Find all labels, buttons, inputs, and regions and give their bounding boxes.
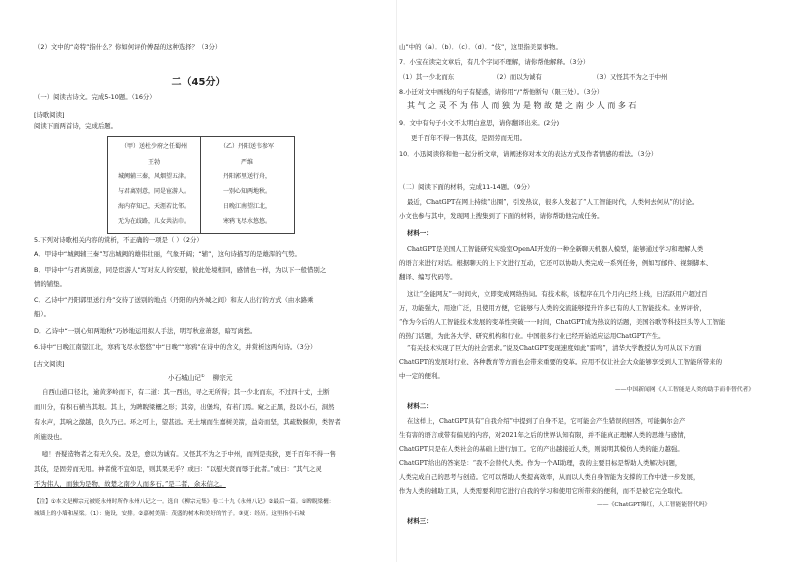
q-continuation: 山”中的（a）．（b）．（c）．（d）．“伎”，这里指美景事物。 [399,43,562,51]
note-line: 城墙上的小墙和屋梁。（1）：施设，安排。②嘉树美箭：茂盛的树木和美好的竹子。③更：经历。这里指小石城 [34,511,305,517]
prose-author: 柳宗元 [212,374,233,383]
prose-line: 所施设也。 [34,433,66,441]
material-2-line: ChatGPT给出的答案是：“我不会替代人类。作为一个AI助理，我的主要目标是帮助人类解决问题， [399,459,682,467]
material-2-line: 生有害的语言或带有偏见的内容，对2021年之后的世界认知有限，并不能真正理解人类的思维与感情， [399,431,691,439]
poem-b-title: （乙）丹阳送韦参军 [219,143,274,150]
question-6: 6.诗中“日晚江南望江北，寒鸦飞尽水悠悠”中“日晚”“寒鸦”在诗中的含义，并赏析这两句诗。（3分） [34,343,317,351]
poem-b-line: 丹阳郭里送行舟， [222,173,271,180]
poem-a-author: 王勃 [147,159,160,166]
material-2-line: 人类完成自己的思考与创造。它可以帮助人类提高效率，从而以人类自身智能为支撑的工作中进一步发展， [399,473,700,481]
q5-option-c: C．乙诗中“丹阳郭里送行舟”交待了送别的地点（丹阳的内外城之间）和友人出行的方式（由水路乘 [34,296,314,304]
intro-line: 小文也参与其中，发现网上搜集到了下面的材料，请你帮助他完成任务。 [399,212,604,220]
poem-a-line: 无为在歧路，儿女共沾巾。 [117,218,190,225]
prose-line: 自西山道口径北，逾黄茅岭而下，有二道：其一西出，寻之无所得；其一少北而东，不过四十丈，土断 [42,388,330,396]
material-1-source: ——中国新闻网《人工智能是人类的助手而非替代者》 [615,387,755,393]
q5-option-b-cont: 情的铺垫。 [34,280,66,288]
q5-option-d: D．乙诗中“一别心知两地秋”巧妙地运用拟人手法，明写秋意萧瑟，暗写离愁。 [34,327,257,335]
q5-option-b: B．甲诗中“与君离别意，同是宦游人”写对友人的安慰，彼此处境相同，感情也一样，为以下一般惜别之 [34,266,327,274]
right-column [397,0,794,562]
prose-title: 小石城山记 [168,374,201,383]
material-1-line: ChatGPT的发展对行业、各种教育等方面也会带来重要的变革。应用不仅让社会大众能够享受到人工智能所带来的 [399,358,723,366]
prose-line: 有水声，其响之激越，良久乃已。环之可上，望甚远。无土壤而生嘉树美箭，益奇而坚，其疏数偃仰，类智者 [34,418,341,426]
material-1-line: “有关技术实现了巨大的社会需求。”说及ChatGPT变现速度如此“雷鸣”，清华大学教授认为可从以下方面 [407,344,702,352]
poem-a-line: 与君离别意，同是宦游人。 [117,188,190,195]
question-10: 10．小迅阅读你和他一起分析文章，请阐述你对本文的表达方式及作者情感的看法。（3分） [399,150,658,158]
part2-heading: （二）阅读下面的材料，完成11-14题。（9分） [399,183,534,191]
material-2-line: 在这样上，ChatGPT具有“自我介绍”中提到了自身不足，它可能会产生错误的回答，可能偶尔会产 [407,417,686,425]
question-7: 7．小宝在读完文章后，有几个字词不理解，请你帮他解释。（3分） [399,58,590,66]
material-1-line: 的语言来进行对话。根据聊天的上下文进行互动，它还可以协助人类完成一系列任务，例如写邮件、视频脚本、 [399,259,713,267]
poetry-label: [诗歌阅读] [34,111,65,119]
material-1-line: 翻译、编写代码等。 [399,273,457,281]
material-1-line: 中一定的便利。 [399,372,444,380]
poem-b [201,137,293,233]
material-3-label: 材料三： [407,517,433,525]
note-line: 【注】①本文是柳宗元被贬永州时所作永州八记之一。选自《柳宗元集》卷二十九《永州八记》②最后一篇。①睥睨梁欐： [34,499,335,505]
prose-line-underlined: 不为伟人，而独为是物，故楚之南少人而多石。”是二者，余未信之。 [34,480,226,488]
material-2-label: 材料二： [407,402,433,410]
prose-line: 其伎，是固劳而无用。神者傥不宜如是，则其果无乎？或曰：“以慰夫贤而辱于此者。”或曰：“其气之灵 [34,465,322,473]
part1-heading: （一）阅读古诗文。完成5-10题。（16分） [34,93,156,101]
poem-a-title: （甲）送杜少府之任蜀州 [120,143,187,150]
prose-line: 噫！吾疑造物者之有无久矣。及是，愈以为诚有。又怪其不为之于中州，而列是夷狄，更千百年不得一售 [42,450,336,458]
material-1-line: 这让“全能网友”一时间火，立即变成网络热词。有技术称，该程序在几个月内已经上线，日活跃用户超过百 [407,290,708,298]
material-2-line: ChatGPT只是在人类社会的基础上进行加工。它的产出越接近人类，则说明其模仿人类的能力越强。 [399,445,684,453]
material-2-line: 作为人类的辅助工具，人类需要利用它进行自我的学习和使用它所带来的便利，而不是被它完全取代。 [399,487,687,495]
intro-line: 最近，ChatGPT在网上持续“出圈”，引发热议，很多人发起了“人工智能时代，人类何去何从”的讨论。 [407,198,699,206]
q9-sentence: 更千百年不得一售其伎，是固劳而无用。 [411,134,527,142]
q5-option-c-cont: 船）。 [34,310,50,318]
q7-item: （2）而以为诚有 [493,73,542,81]
q7-item: （3）又怪其不为之于中州 [593,73,668,81]
poem-a [108,137,201,233]
question-9: 9．文中有句子小文不太明白意思，请你翻译出来。(2分) [399,119,560,127]
q8-sentence: 其 气 之 灵 不 为 伟 人 而 独 为 是 物 故 楚 之 南 少 人 而 多 石 [407,101,637,110]
poem-b-line: 日晚江南望江北， [222,203,271,210]
prose-title-note-mark: ① [200,373,205,378]
classic-label: [古文阅读] [34,360,65,368]
material-1-line: 万，功能强大，用途广泛，且使用方便，它能够与人类的交流能够提升许多已有的人工智能技术。业界评价， [399,304,706,312]
poem-a-line: 海内存知己，天涯若比邻。 [117,203,190,210]
prose-title-line [168,372,232,382]
material-1-line: ChatGPT是美国人工智能研究实验室OpenAI开发的一种全新聊天机器人模型，能够通过学习和理解人类 [407,245,704,253]
prose-line: 而川分，有积石横当其垠。其上，为睥睨梁欐之形；其旁，出堡坞，有若门焉。窥之正黑，投以小石，洞然 [34,403,335,411]
question-2: （2）文中的“奇特”指什么？你如何评价傅磊的这种选择？（3分） [34,43,222,51]
poetry-instruction: 阅读下面两首诗，完成后题。 [34,122,118,130]
question-5: 5.下列对诗歌相关内容的赏析，不正确的一项是（ ）（2分） [34,236,203,244]
section-title: 二（45分） [171,77,226,88]
material-1-line: “作为今后的人工智能技术发展的变革性突破一一时间，ChatGPT成为热议的话题，美国谷歌等科技巨头等人工智能 [399,318,726,326]
question-8: 8.小迁对文中画线的句子有疑惑，请你用“/”帮他断句（限三处）。（3分） [399,88,604,96]
poem-b-author: 严维 [240,159,253,166]
q7-item: （1）其一少北而东 [399,73,455,81]
poems-table [107,136,295,234]
q5-option-a: A．甲诗中“城阙辅三秦”写出城阙的雄伟壮丽，气象开阔；“辅”，这句诗描写的是雄浑的气势。 [34,250,301,258]
poem-b-line: 寒鸦飞尽水悠悠。 [222,218,271,225]
poem-a-line: 城阙辅三秦，风烟望五津。 [117,173,190,180]
material-1-line: 的热门话题，为此各大学、研究机构和行业。中国很多行业已经开始适应运用ChatGPT产生。 [399,332,665,340]
material-1-label: 材料一： [407,229,433,237]
material-2-source: ——《ChatGPT爆红，人工智能能替代吗》 [597,502,711,508]
poem-b-line: 一别心知两地秋。 [222,188,271,195]
